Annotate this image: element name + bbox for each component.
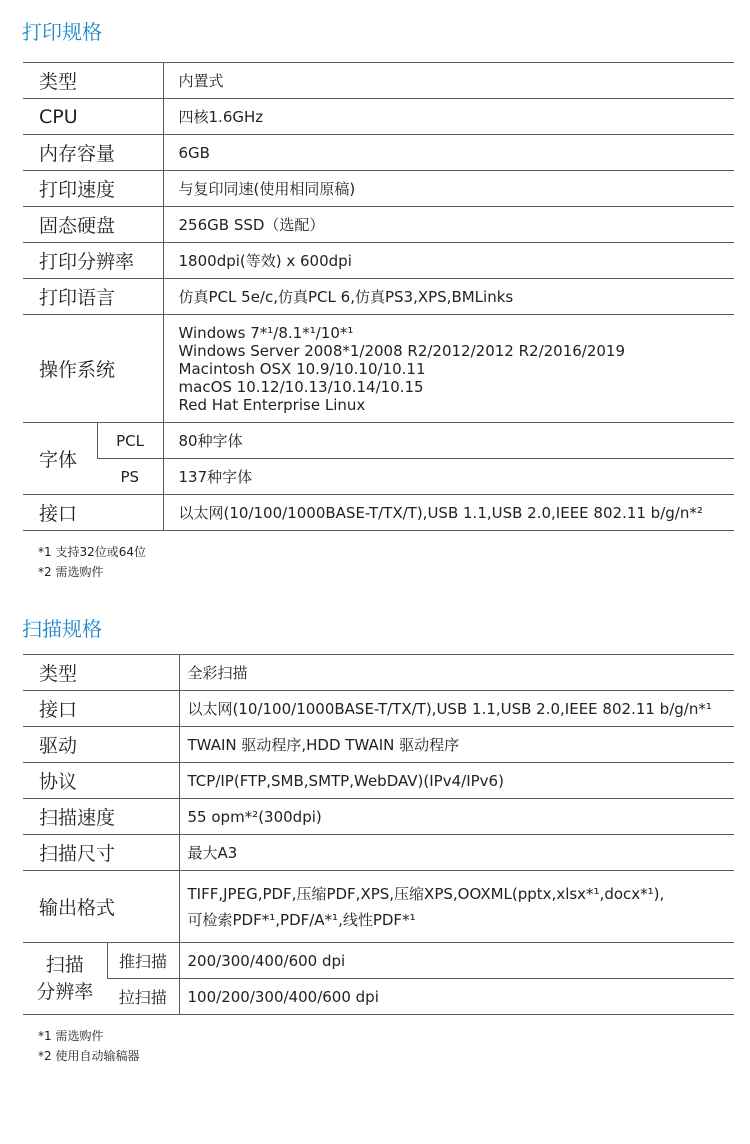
row-label: 打印分辨率 <box>23 243 163 279</box>
row-value: 137种字体 <box>163 459 734 495</box>
row-label: 扫描速度 <box>23 799 179 835</box>
table-row <box>23 63 734 99</box>
row-label: 操作系统 <box>23 315 163 423</box>
table-row-os <box>23 315 734 423</box>
print-footnotes <box>38 542 146 582</box>
row-value: 256GB SSD（选配） <box>163 207 734 243</box>
row-value: 100/200/300/400/600 dpi <box>179 979 734 1015</box>
row-value: 以太网(10/100/1000BASE-T/TX/T),USB 1.1,USB 2.0,IEEE 802.11 b/g/n*¹ <box>179 691 734 727</box>
table-row <box>23 99 734 135</box>
row-label: 接口 <box>23 495 163 531</box>
os-line: Macintosh OSX 10.9/10.10/10.11 <box>178 359 426 378</box>
table-row <box>23 243 734 279</box>
os-line: Windows Server 2008*1/2008 R2/2012/2012 R2/2016/2019 <box>178 341 626 360</box>
sub-label: PS <box>97 459 163 495</box>
row-value: 全彩扫描 <box>179 655 734 691</box>
row-label: 输出格式 <box>23 871 179 943</box>
row-value: 80种字体 <box>163 423 734 459</box>
footnote: *2 使用自动输稿器 <box>38 1049 140 1063</box>
os-line: macOS 10.12/10.13/10.14/10.15 <box>178 377 424 396</box>
row-label: 内存容量 <box>23 135 163 171</box>
scan-spec-title: 扫描规格 <box>22 617 102 641</box>
table-row <box>23 799 734 835</box>
resolution-label <box>23 943 107 1015</box>
table-row <box>23 727 734 763</box>
output-line: TIFF,JPEG,PDF,压缩PDF,XPS,压缩XPS,OOXML(pptx,xlsx*¹,docx*¹), <box>187 884 665 903</box>
row-label: 打印速度 <box>23 171 163 207</box>
table-row <box>23 171 734 207</box>
footnote: *1 需选购件 <box>38 1029 104 1043</box>
row-value: 最大A3 <box>179 835 734 871</box>
sub-label: PCL <box>97 423 163 459</box>
row-value: 仿真PCL 5e/c,仿真PCL 6,仿真PS3,XPS,BMLinks <box>163 279 734 315</box>
os-list <box>163 315 734 423</box>
row-value: TWAIN 驱动程序,HDD TWAIN 驱动程序 <box>179 727 734 763</box>
table-row <box>23 207 734 243</box>
row-label: CPU <box>23 99 163 135</box>
row-label: 驱动 <box>23 727 179 763</box>
sub-label: 拉扫描 <box>107 979 179 1015</box>
row-value: 内置式 <box>163 63 734 99</box>
scan-footnotes <box>38 1026 139 1066</box>
row-label: 固态硬盘 <box>23 207 163 243</box>
row-value: TCP/IP(FTP,SMB,SMTP,WebDAV)(IPv4/IPv6) <box>179 763 734 799</box>
row-label: 扫描尺寸 <box>23 835 179 871</box>
row-label: 类型 <box>23 655 179 691</box>
os-line: Windows 7*¹/8.1*¹/10*¹ <box>178 323 354 342</box>
row-value: 1800dpi(等效) x 600dpi <box>163 243 734 279</box>
row-value: 以太网(10/100/1000BASE-T/TX/T),USB 1.1,USB 2.0,IEEE 802.11 b/g/n*² <box>163 495 734 531</box>
resolution-label-line: 分辨率 <box>36 980 94 1003</box>
row-value: 6GB <box>163 135 734 171</box>
row-value: 与复印同速(使用相同原稿) <box>163 171 734 207</box>
print-spec-title: 打印规格 <box>22 20 102 44</box>
table-row <box>23 135 734 171</box>
sub-label: 推扫描 <box>107 943 179 979</box>
table-row-pull-scan <box>23 979 734 1015</box>
os-line: Red Hat Enterprise Linux <box>178 395 366 414</box>
table-row <box>23 279 734 315</box>
scan-spec-table <box>23 654 734 1015</box>
output-line: 可检索PDF*¹,PDF/A*¹,线性PDF*¹ <box>187 910 416 929</box>
footnote: *2 需选购件 <box>38 565 104 579</box>
table-row <box>23 691 734 727</box>
table-row <box>23 655 734 691</box>
table-row-font-ps <box>23 459 734 495</box>
row-label: 协议 <box>23 763 179 799</box>
table-row-font-pcl <box>23 423 734 459</box>
table-row <box>23 835 734 871</box>
row-value: 55 opm*²(300dpi) <box>179 799 734 835</box>
table-row <box>23 495 734 531</box>
row-label: 打印语言 <box>23 279 163 315</box>
output-formats <box>179 871 734 943</box>
table-row-push-scan <box>23 943 734 979</box>
footnote: *1 支持32位或64位 <box>38 545 146 559</box>
table-row-output <box>23 871 734 943</box>
row-label: 类型 <box>23 63 163 99</box>
row-label: 接口 <box>23 691 179 727</box>
row-value: 四核1.6GHz <box>163 99 734 135</box>
row-value: 200/300/400/600 dpi <box>179 943 734 979</box>
row-label: 字体 <box>23 423 97 495</box>
resolution-label-line: 扫描 <box>45 953 84 976</box>
print-spec-table <box>23 62 734 531</box>
table-row <box>23 763 734 799</box>
